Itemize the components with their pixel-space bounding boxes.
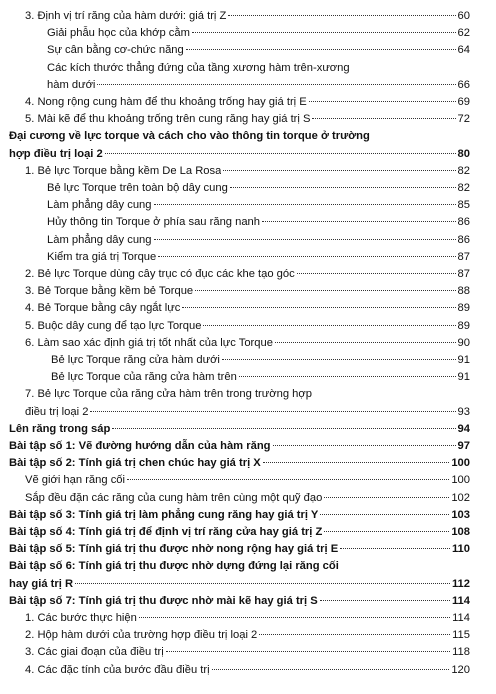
toc-entry — [47, 25, 470, 42]
toc-entry — [9, 146, 470, 163]
toc-entry-title: 1. Các bước thực hiện — [25, 612, 137, 624]
toc-entry-page-number: 97 — [457, 440, 470, 452]
toc-entry-page-number: 90 — [457, 336, 470, 349]
toc-entry-page-number: 87 — [457, 268, 470, 280]
toc-entry-title: Bẻ lực Torque trên toàn bộ dây cung — [47, 182, 228, 194]
toc-entry-title: Bẻ lực Torque răng cửa hàm dưới — [51, 354, 220, 366]
toc-entry — [25, 111, 470, 128]
dot-leader — [139, 617, 450, 618]
toc-entry-title: Bài tập số 2: Tính giá trị chen chúc hay giá trị X — [9, 457, 261, 470]
dot-leader — [228, 15, 455, 16]
toc-entry-page-number: 87 — [457, 250, 470, 263]
toc-entry — [25, 610, 470, 627]
toc-entry-title: Hủy thông tin Torque ở phía sau răng nanh — [47, 216, 261, 229]
dot-leader — [75, 583, 450, 584]
dot-leader — [273, 445, 456, 446]
toc-entry-page-number: 114 — [452, 612, 470, 624]
dot-leader — [90, 411, 455, 412]
toc-entry-title: Các kích thước thẳng đứng của tầng xương hàm trên-xương — [47, 61, 350, 74]
dot-leader — [324, 497, 449, 498]
toc-entry-page-number: 103 — [451, 508, 470, 521]
toc-entry — [9, 541, 470, 558]
dot-leader — [97, 84, 455, 85]
toc-entry-page-number: 108 — [451, 526, 470, 538]
toc-entry-page-number: 110 — [451, 543, 470, 556]
toc-entry-page-number: 88 — [457, 285, 470, 298]
toc-entry — [25, 335, 470, 352]
toc-entry — [9, 593, 470, 610]
toc-entry-title: Bài tập số 6: Tính giá trị thu được nhờ dựng đứng lại răng cối — [9, 560, 339, 573]
toc-entry-title: 5. Mài kẽ để thu khoảng trống trên cung răng hay giá trị S — [25, 113, 311, 126]
toc-entry — [47, 197, 470, 214]
toc-entry-page-number: 89 — [457, 302, 470, 315]
dot-leader — [192, 32, 456, 33]
dot-leader — [212, 669, 450, 670]
toc-entry — [47, 180, 470, 197]
toc-entry-title: 4. Các đặc tính của bước đầu điều trị — [25, 663, 210, 676]
toc-entry-page-number: 69 — [457, 96, 470, 108]
dot-leader — [309, 101, 456, 102]
toc-entry-page-number: 64 — [457, 44, 470, 57]
toc-entry-title: 3. Bẻ Torque bằng kềm bẻ Torque — [25, 285, 194, 298]
toc-entry-title: 4. Nong rộng cung hàm để thu khoảng trống hay giá trị E — [25, 96, 307, 108]
toc-entry-page-number: 91 — [457, 354, 470, 366]
toc-entry-title: 6. Làm sao xác định giá trị tốt nhất của lực Torque — [25, 336, 273, 349]
dot-leader — [259, 634, 450, 635]
dot-leader — [340, 548, 450, 549]
dot-leader — [112, 428, 455, 429]
toc-entry — [25, 490, 470, 507]
dot-leader — [166, 651, 450, 652]
toc-entry — [25, 644, 470, 661]
toc-entry-page-number: 82 — [457, 182, 470, 194]
toc-entry-title: 2. Hộp hàm dưới của trường hợp điều trị loại 2 — [25, 629, 258, 642]
toc-entry-title: Làm phẳng dây cung — [47, 233, 152, 246]
toc-entry — [9, 421, 470, 438]
toc-entry — [51, 369, 470, 386]
dot-leader — [297, 273, 456, 274]
toc-entry-title: Giải phẫu học của khớp cằm — [47, 27, 190, 40]
toc-entry — [25, 662, 470, 679]
dot-leader — [312, 118, 455, 119]
dot-leader — [154, 204, 456, 205]
toc-entry-page-number: 91 — [457, 371, 470, 384]
toc-entry-page-number: 118 — [452, 646, 470, 659]
dot-leader — [324, 531, 449, 532]
toc-entry-page-number: 94 — [457, 422, 470, 435]
toc-entry-page-number: 100 — [451, 474, 470, 487]
dot-leader — [127, 479, 449, 480]
toc-entry-title: Bài tập số 3: Tính giá trị làm phẳng cung răng hay giá trị Y — [9, 508, 319, 521]
toc-entry — [25, 404, 470, 421]
toc-entry-title: Vẽ giới hạn răng cối — [25, 474, 126, 487]
toc-entry-page-number: 72 — [457, 113, 470, 126]
toc-entry — [9, 455, 470, 472]
toc-entry — [9, 576, 470, 593]
dot-leader — [263, 462, 450, 463]
toc-entry-page-number: 114 — [451, 594, 470, 607]
dot-leader — [158, 256, 455, 257]
dot-leader — [223, 170, 455, 171]
toc-entry — [25, 300, 470, 317]
dot-leader — [222, 359, 456, 360]
toc-entry-page-number: 112 — [451, 577, 470, 590]
toc-entry — [9, 438, 470, 455]
toc-entry-title: Làm phẳng dây cung — [47, 199, 152, 212]
toc-entry — [47, 214, 470, 231]
toc-entry-title: Bài tập số 1: Vẽ đường hướng dẫn của hàm răng — [9, 440, 271, 452]
toc-entry-page-number: 62 — [457, 27, 470, 40]
dot-leader — [195, 290, 455, 291]
toc-entry-page-number: 86 — [457, 233, 470, 246]
dot-leader — [186, 49, 456, 50]
dot-leader — [230, 187, 456, 188]
toc-entry-title: Bài tập số 5: Tính giá trị thu được nhờ nong rộng hay giá trị E — [9, 543, 339, 556]
dot-leader — [239, 376, 456, 377]
dot-leader — [275, 342, 456, 343]
toc-entry — [51, 352, 470, 369]
toc-entry — [9, 507, 470, 524]
toc-entry-title: Sự cân bằng cơ-chức năng — [47, 44, 184, 57]
toc-entry-title: hợp điều trị loại 2 — [9, 147, 103, 160]
toc-entry — [25, 386, 470, 403]
toc-entry-title: Lên răng trong sáp — [9, 422, 111, 435]
toc-entry-page-number: 93 — [457, 405, 470, 418]
toc-entry-title: Kiểm tra giá trị Torque — [47, 250, 157, 263]
toc-entry — [47, 77, 470, 94]
toc-entry-title: 3. Các giai đoạn của điều trị — [25, 646, 164, 659]
toc-entry-title: 7. Bẻ lực Torque của răng cửa hàm trên trong trường hợp — [25, 388, 312, 401]
toc-entry — [25, 8, 470, 25]
toc-entry-title: 1. Bẻ lực Torque bằng kềm De La Rosa — [25, 164, 222, 177]
dot-leader — [262, 221, 456, 222]
toc-entry-page-number: 100 — [451, 457, 470, 470]
toc-entry — [9, 524, 470, 541]
toc-entry — [25, 163, 470, 180]
toc-entry-title: Đại cương về lực torque và cách cho vào thông tin torque ở trường — [9, 130, 370, 143]
toc-entry-title: 2. Bẻ lực Torque dùng cây trục có đục các khe tạo góc — [25, 268, 295, 280]
dot-leader — [320, 514, 449, 515]
toc-entry — [47, 60, 470, 77]
toc-entry-page-number: 80 — [457, 147, 470, 160]
toc-entry-title: Bài tập số 7: Tính giá trị thu được nhờ mài kẽ hay giá trị S — [9, 594, 318, 607]
toc-entry — [47, 249, 470, 266]
toc-entry — [25, 283, 470, 300]
toc-entry-page-number: 115 — [452, 629, 470, 642]
dot-leader — [105, 153, 456, 154]
toc-entry — [25, 318, 470, 335]
toc-entry-page-number: 102 — [451, 491, 470, 504]
dot-leader — [154, 239, 456, 240]
toc-entry — [47, 232, 470, 249]
toc-entry — [9, 128, 470, 145]
toc-entry-page-number: 82 — [457, 164, 470, 177]
toc-entry — [9, 558, 470, 575]
toc-entry-page-number: 86 — [457, 216, 470, 229]
toc-entry-title: Sắp đều đặn các răng của cung hàm trên cùng một quỹ đạo — [25, 491, 323, 504]
dot-leader — [320, 600, 450, 601]
toc-entry-page-number: 60 — [457, 10, 470, 22]
toc-entry — [25, 266, 470, 283]
toc-entry-title: điều trị loại 2 — [25, 405, 89, 418]
toc-entry-page-number: 85 — [457, 199, 470, 212]
toc-entry — [25, 627, 470, 644]
toc-entry-title: 4. Bẻ Torque bằng cây ngắt lực — [25, 302, 181, 315]
toc-entry-title: hay giá trị R — [9, 577, 74, 590]
toc-entry-title: 5. Buộc dây cung để tạo lực Torque — [25, 319, 202, 332]
toc-entry-title: Bài tập số 4: Tính giá trị để định vị trí răng cửa hay giá trị Z — [9, 526, 323, 538]
toc-entry — [25, 94, 470, 111]
dot-leader — [182, 307, 455, 308]
toc-entry-title: Bẻ lực Torque của răng cửa hàm trên — [51, 371, 237, 384]
toc-entry-title: hàm dưới — [47, 78, 96, 91]
dot-leader — [203, 325, 455, 326]
toc-entry — [25, 472, 470, 489]
toc-entry-page-number: 120 — [451, 663, 470, 676]
toc-entry-page-number: 66 — [457, 78, 470, 91]
toc-entry — [47, 42, 470, 59]
toc-entry-page-number: 89 — [457, 319, 470, 332]
toc-entry-title: 3. Định vị trí răng của hàm dưới: giá trị Z — [25, 10, 227, 22]
